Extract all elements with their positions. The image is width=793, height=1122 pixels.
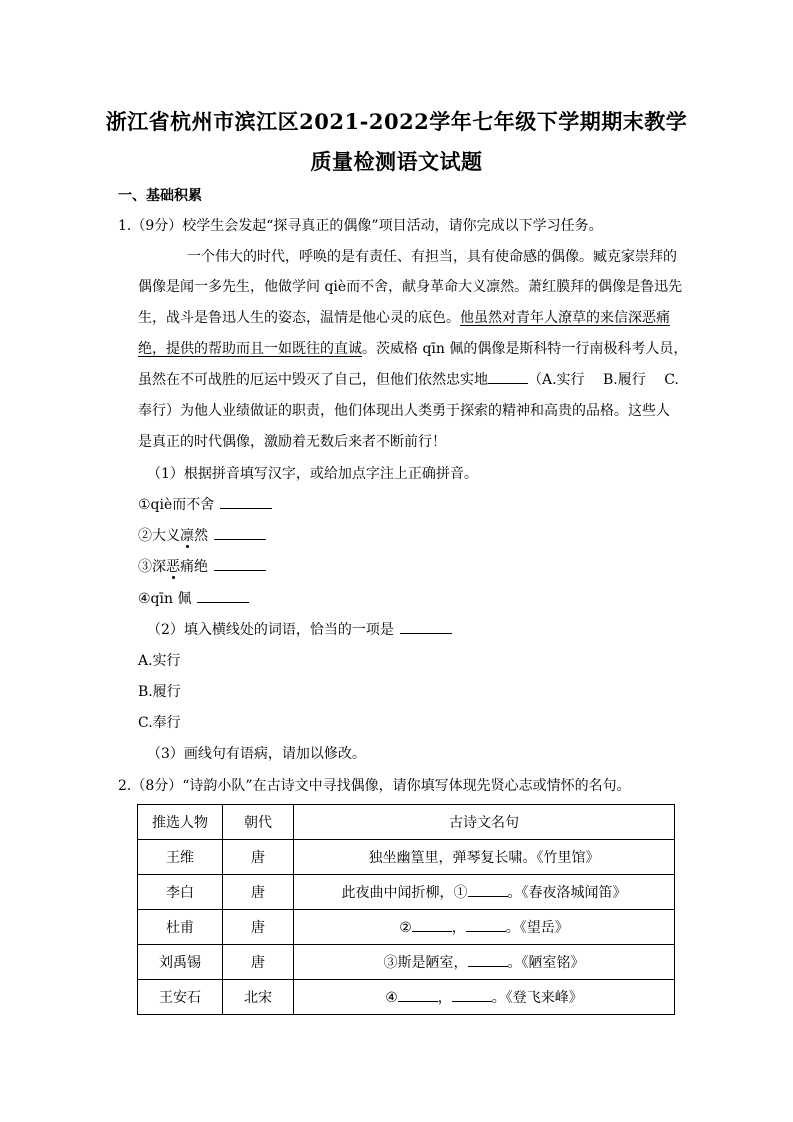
verse-cell [294,840,675,875]
passage-line-4 [138,340,687,358]
answer-blank[interactable] [412,919,452,932]
verse-text: ， [437,990,452,1006]
fill-item-label: ③深 [138,559,166,575]
verse-text: ② [399,920,412,936]
passage-line-5 [138,371,679,389]
fill-item-label: 痛绝 [180,559,208,575]
passage-line-2: 偶像是闻一多先生，他做学问 qiè而不舍，献身革命大义凛然。萧红膜拜的偶像是鲁迅先 [138,279,683,295]
dynasty-cell: 北宋 [223,980,294,1015]
passage-line-7: 是真正的时代偶像，激励着无数后来者不断前行！ [138,434,446,450]
passage-line-6: 奉行）为他人业绩做证的职责，他们体现出人类勇于探索的精神和高贵的品格。这些人 [138,403,670,419]
person-cell: 王安石 [138,980,223,1015]
question-1-head: 1.（9分）校学生会发起“探寻真正的偶像”项目活动，请你完成以下学习任务。 [118,218,603,234]
answer-blank[interactable] [468,954,508,967]
passage-text: 生，战斗是鲁迅人生的姿态，温情是他心灵的底色。 [138,310,460,326]
dotted-char: 凛 [180,528,194,544]
verse-text: 。《陋室铭》 [507,955,585,971]
verse-text: 此夜曲中闻折柳，① [341,885,468,901]
answer-blank[interactable] [400,621,452,634]
answer-blank[interactable] [488,371,528,384]
verse-text: 。《春夜洛城闻笛》 [507,885,627,901]
verse-cell [294,945,675,980]
verse-text: 。《望岳》 [505,920,569,936]
verse-cell [294,910,675,945]
table-row [138,945,675,980]
passage-text: 。茨威格 qīn 佩的偶像是斯科特一行南极科考人员， [362,341,688,357]
dynasty-cell: 唐 [223,945,294,980]
fill-item-2 [138,527,266,545]
answer-blank[interactable] [466,919,506,932]
dynasty-cell: 唐 [223,840,294,875]
option-b[interactable]: B.履行 [138,684,181,700]
answer-blank[interactable] [197,590,249,603]
fill-item-label: ②大义 [138,528,180,544]
person-cell: 刘禹锡 [138,945,223,980]
answer-blank[interactable] [214,527,266,540]
passage-text: 虽然在不可战胜的厄运中毁灭了自己，但他们依然忠实地 [138,372,488,388]
verse-text: ， [451,920,466,936]
answer-blank[interactable] [468,884,508,897]
underlined-sentence-end: 绝，提供的帮助而且一如既往的直诚 [138,341,362,357]
exam-title-line1: 浙江省杭州市滨江区2021-2022学年七年级下学期期末教学 [105,109,688,134]
option-a[interactable]: A.实行 [138,653,181,669]
passage-line-1: 一个伟大的时代，呼唤的是有责任、有担当，具有使命感的偶像。臧克家崇拜的 [187,249,677,265]
sub-question-2 [147,621,452,639]
answer-blank[interactable] [214,558,266,571]
table-row [138,840,675,875]
exam-title-line2: 质量检测语文试题 [310,149,483,174]
option-c[interactable]: C.奉行 [138,715,181,731]
answer-blank[interactable] [452,989,492,1002]
table-row [138,875,675,910]
person-cell: 李白 [138,875,223,910]
table-row [138,980,675,1015]
column-header: 推选人物 [138,805,223,840]
sub-question-1: （1）根据拼音填写汉字，或给加点字注上正确拼音。 [147,466,478,482]
column-header: 朝代 [223,805,294,840]
fill-item-3 [138,558,266,576]
column-header: 古诗文名句 [294,805,675,840]
dotted-char: 恶 [166,559,180,575]
person-cell: 杜甫 [138,910,223,945]
answer-blank[interactable] [398,989,438,1002]
fill-item-label: ④qīn 佩 [138,591,192,607]
verse-cell [294,980,675,1015]
verse-text: 独坐幽篁里，弹琴复长啸。《竹里馆》 [368,850,600,866]
sub-question-3: （3）画线句有语病，请加以修改。 [147,746,366,762]
person-cell: 王维 [138,840,223,875]
passage-line-3 [138,309,670,327]
underlined-sentence: 他虽然对青年人潦草的来信深恶痛 [460,310,670,326]
verse-text: ③斯是陋室， [383,955,468,971]
fill-item-4 [138,590,249,608]
verse-text: 。《登飞来峰》 [491,990,583,1006]
table-header-row [138,805,675,840]
passage-options: （A.实行 B.履行 C. [528,372,679,388]
verse-text: ④ [385,990,398,1006]
verse-cell [294,875,675,910]
fill-item-1 [138,496,272,514]
fill-item-label: 然 [194,528,208,544]
table-row [138,910,675,945]
dynasty-cell: 唐 [223,910,294,945]
sub-question-text: （2）填入横线处的词语，恰当的一项是 [147,622,394,638]
dynasty-cell: 唐 [223,875,294,910]
answer-blank[interactable] [220,496,272,509]
fill-item-label: ①qiè而不舍 [138,497,215,513]
question-2-head: 2.（8分）“诗韵小队”在古诗文中寻找偶像，请你填写体现先贤心志或情怀的名句。 [118,778,631,794]
section-heading: 一、基础积累 [118,188,202,204]
poem-table [137,804,675,1015]
